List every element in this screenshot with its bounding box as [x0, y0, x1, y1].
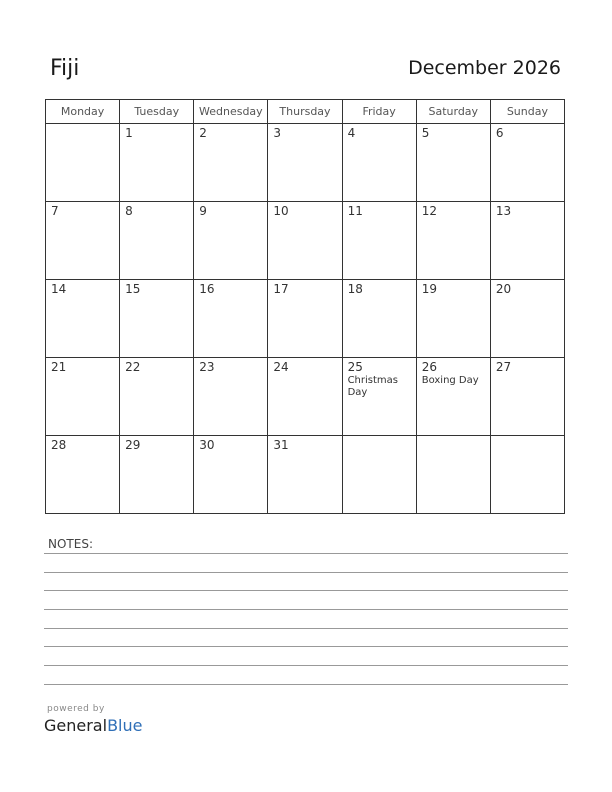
day-cell — [120, 280, 194, 358]
day-cell — [490, 124, 564, 202]
day-cell — [490, 436, 564, 514]
day-number: 6 — [495, 126, 504, 140]
day-number: 19 — [421, 282, 437, 296]
day-cell — [268, 124, 342, 202]
month-title: December 2026 — [408, 57, 561, 79]
day-cell — [46, 358, 120, 436]
day-number: 23 — [199, 360, 215, 374]
day-cell — [268, 280, 342, 358]
note-line — [44, 684, 568, 685]
day-cell — [194, 358, 268, 436]
weekday-header: Saturday — [416, 100, 490, 124]
day-number: 29 — [125, 438, 141, 452]
note-line — [44, 553, 568, 554]
day-number: 15 — [125, 282, 141, 296]
generalblue-logo — [44, 716, 142, 735]
day-cell — [46, 436, 120, 514]
powered-by-text: powered by — [47, 704, 105, 714]
day-cell — [268, 436, 342, 514]
weekday-header: Friday — [342, 100, 416, 124]
day-number: 13 — [495, 204, 512, 218]
day-cell — [120, 202, 194, 280]
day-cell — [416, 436, 490, 514]
day-number: 22 — [125, 360, 141, 374]
day-number: 24 — [273, 360, 289, 374]
day-number: 16 — [199, 282, 215, 296]
day-number: 28 — [51, 438, 67, 452]
weekday-header: Tuesday — [120, 100, 194, 124]
weekday-header-row — [46, 100, 565, 124]
note-line — [44, 609, 568, 610]
day-cell — [120, 124, 194, 202]
brand-general: General — [44, 716, 108, 735]
day-cell — [194, 124, 268, 202]
day-cell — [120, 358, 194, 436]
note-line — [44, 572, 568, 573]
day-cell — [416, 358, 490, 436]
day-cell — [46, 124, 120, 202]
day-cell — [416, 124, 490, 202]
week-row — [46, 436, 565, 514]
day-cell — [416, 202, 490, 280]
brand-blue: Blue — [107, 716, 143, 735]
day-cell — [194, 202, 268, 280]
weekday-header: Wednesday — [194, 100, 268, 124]
day-cell — [342, 358, 416, 436]
day-number: 27 — [495, 360, 512, 374]
week-row — [46, 124, 565, 202]
week-row — [46, 280, 565, 358]
day-number: 17 — [273, 282, 289, 296]
day-number: 30 — [199, 438, 215, 452]
notes-label: NOTES: — [48, 537, 93, 551]
day-number: 1 — [125, 126, 133, 140]
weekday-header: Sunday — [490, 100, 564, 124]
day-cell — [194, 436, 268, 514]
day-cell — [490, 202, 564, 280]
day-cell — [342, 436, 416, 514]
day-number: 25 — [347, 360, 363, 374]
holiday-label: Christmas Day — [347, 375, 398, 398]
day-number: 26 — [421, 360, 437, 374]
day-number: 9 — [199, 204, 207, 218]
day-cell — [194, 280, 268, 358]
day-number: 20 — [495, 282, 512, 296]
day-number: 31 — [273, 438, 289, 452]
note-line — [44, 665, 568, 666]
week-row — [46, 202, 565, 280]
day-number: 4 — [347, 126, 356, 140]
day-cell — [342, 280, 416, 358]
holiday-label: Boxing Day — [421, 375, 479, 386]
day-number: 21 — [51, 360, 67, 374]
day-cell — [490, 280, 564, 358]
day-cell — [46, 202, 120, 280]
day-cell — [342, 124, 416, 202]
note-line — [44, 628, 568, 629]
day-number: 11 — [347, 204, 363, 218]
day-number: 14 — [51, 282, 67, 296]
day-cell — [490, 358, 564, 436]
day-cell — [416, 280, 490, 358]
day-number: 10 — [273, 204, 289, 218]
day-number: 8 — [125, 204, 133, 218]
note-line — [44, 590, 568, 591]
calendar-grid — [45, 99, 565, 514]
note-line — [44, 646, 568, 647]
day-number: 7 — [51, 204, 59, 218]
day-number: 5 — [421, 126, 430, 140]
country-title: Fiji — [50, 56, 80, 81]
day-cell — [342, 202, 416, 280]
day-cell — [268, 202, 342, 280]
week-row — [46, 358, 565, 436]
day-number: 3 — [273, 126, 282, 140]
day-number: 12 — [421, 204, 437, 218]
weekday-header: Thursday — [268, 100, 342, 124]
day-cell — [120, 436, 194, 514]
day-number: 2 — [199, 126, 207, 140]
day-cell — [46, 280, 120, 358]
weekday-header: Monday — [46, 100, 120, 124]
day-cell — [268, 358, 342, 436]
day-number: 18 — [347, 282, 363, 296]
